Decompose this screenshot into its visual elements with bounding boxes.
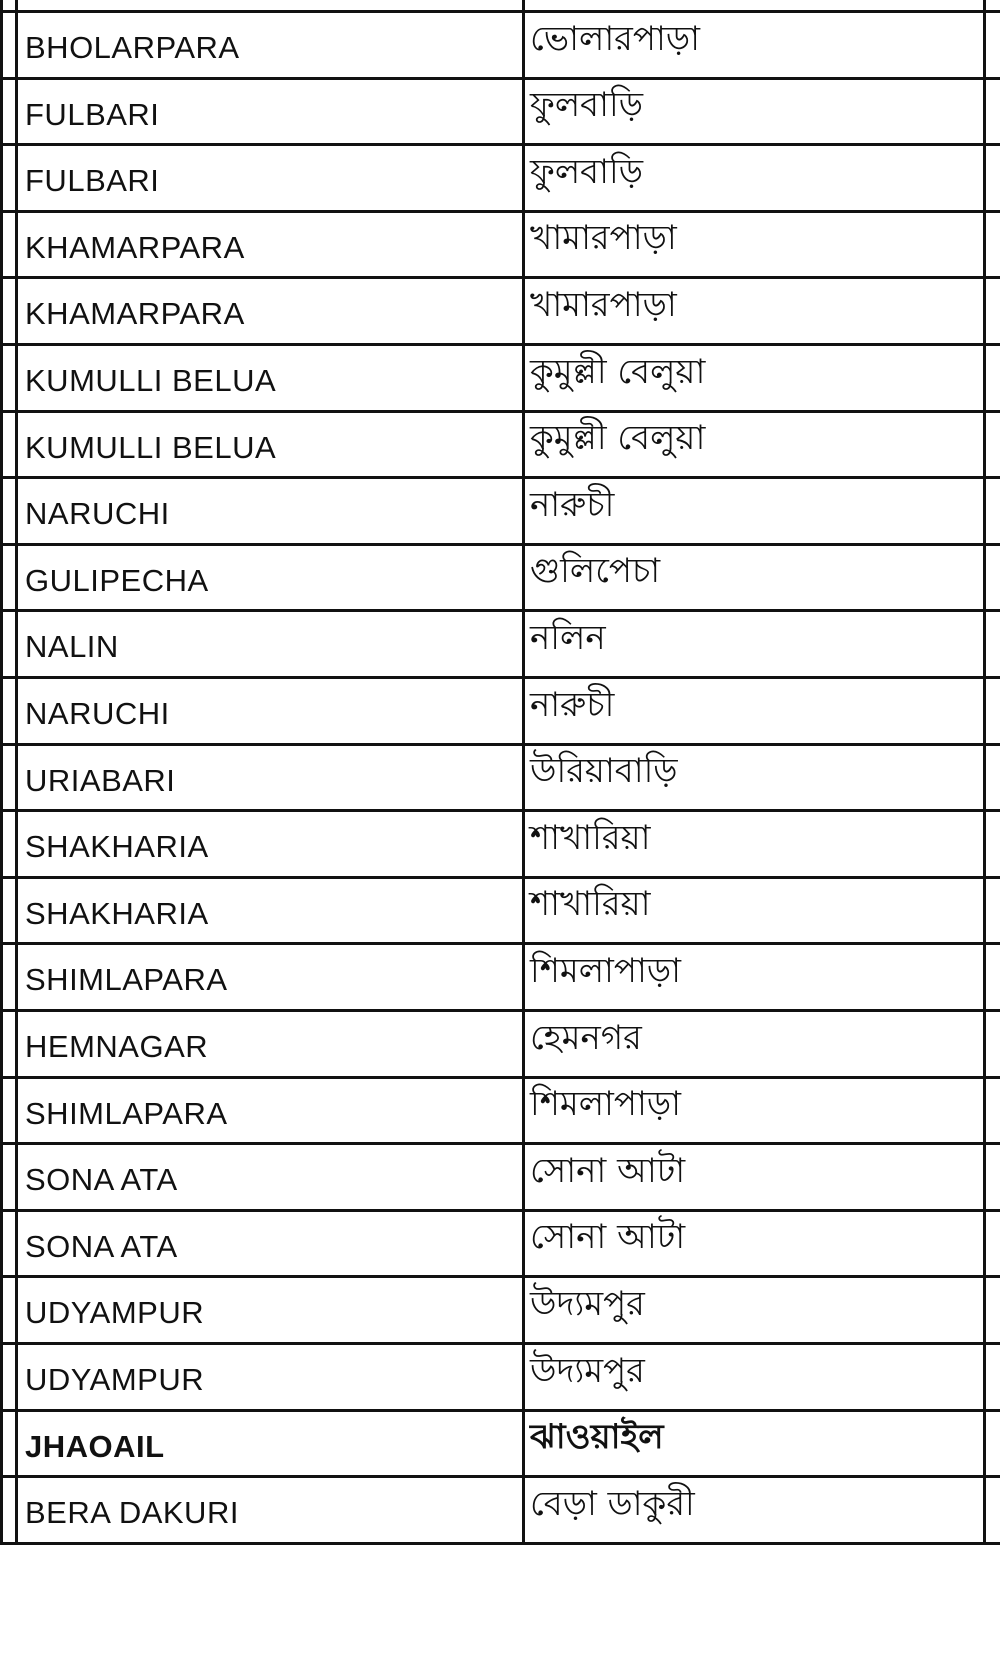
table-row: [0, 609, 1000, 676]
bengali-name-cell: খামারপাড়া: [530, 284, 677, 325]
table-row: [0, 809, 1000, 876]
english-name-cell: SHIMLAPARA: [25, 1095, 228, 1131]
english-name-cell: GULIPECHA: [25, 562, 209, 598]
table-row: [0, 1409, 1000, 1476]
bengali-name-cell: বেড়া ডাকুরী: [530, 1483, 695, 1524]
bengali-name-cell: নারুচী: [530, 484, 615, 525]
english-name-cell: FULBARI: [25, 163, 160, 199]
english-name-cell: SONA ATA: [25, 1162, 178, 1198]
bengali-name-cell: শিমলাপাড়া: [530, 1084, 681, 1125]
bengali-name-cell: ঝাওয়াইল: [530, 1417, 664, 1458]
bengali-name-cell: উদ্যমপুর: [530, 1283, 645, 1324]
english-name-cell: FULBARI: [25, 96, 160, 132]
bengali-name-cell: কুমুল্লী বেলুয়া: [530, 418, 706, 459]
english-name-cell: URIABARI: [25, 762, 176, 798]
english-name-cell: HEMNAGAR: [25, 1029, 209, 1064]
bengali-name-cell: ফুলবাড়ি: [530, 151, 643, 192]
table-row: [0, 210, 1000, 277]
english-name-cell: UDYAMPUR: [25, 1295, 205, 1331]
english-name-cell: KUMULLI BELUA: [25, 363, 277, 398]
table-row: [0, 77, 1000, 144]
english-name-cell: BERA DAKURI: [25, 1495, 239, 1531]
bengali-name-cell: শাখারিয়া: [530, 817, 651, 858]
english-name-cell: KUMULLI BELUA: [25, 429, 277, 465]
table-row: [0, 143, 1000, 210]
english-name-cell: NARUCHI: [25, 696, 170, 731]
table-row: [0, 476, 1000, 543]
bengali-name-cell: সোনা আটা: [530, 1150, 686, 1191]
english-name-cell: KHAMARPARA: [25, 229, 245, 265]
table-row: [0, 1275, 1000, 1342]
bengali-name-cell: নারুচী: [530, 684, 615, 725]
table-row: [0, 1076, 1000, 1143]
english-name-cell: SHAKHARIA: [25, 895, 209, 931]
table-row: [0, 1342, 1000, 1409]
bengali-name-cell: খামারপাড়া: [530, 218, 677, 259]
table-row: [0, 543, 1000, 610]
english-name-cell: KHAMARPARA: [25, 296, 245, 332]
table-row: [0, 942, 1000, 1009]
table-row: [0, 410, 1000, 477]
english-name-cell: SHAKHARIA: [25, 829, 209, 865]
bengali-name-cell: কুমুল্লী বেলুয়া: [530, 351, 706, 392]
english-name-cell: NARUCHI: [25, 496, 170, 532]
bengali-name-cell: সোনা আটা: [530, 1217, 686, 1258]
bengali-name-cell: হেমনগর: [530, 1017, 642, 1058]
english-name-cell: SONA ATA: [25, 1228, 178, 1264]
bengali-name-cell: ফুলবাড়ি: [530, 85, 643, 126]
table-row: [0, 276, 1000, 343]
bengali-name-cell: নলিন: [530, 617, 606, 658]
bengali-name-cell: উরিয়াবাড়ি: [530, 751, 678, 792]
english-name-cell: UDYAMPUR: [25, 1362, 205, 1397]
table-row: [0, 10, 1000, 77]
table-row: [0, 743, 1000, 810]
bengali-name-cell: শাখারিয়া: [530, 884, 651, 925]
table-row: [0, 1142, 1000, 1209]
english-name-cell: SHIMLAPARA: [25, 962, 228, 998]
table-row: [0, 1009, 1000, 1076]
table-row: [0, 876, 1000, 943]
table-row: [0, 343, 1000, 410]
english-name-cell: JHAOAIL: [25, 1428, 165, 1464]
table-row: [0, 676, 1000, 743]
table-row: [0, 1475, 1000, 1545]
bengali-name-cell: গুলিপেচা: [530, 551, 661, 592]
english-name-cell: NALIN: [25, 629, 119, 665]
bengali-name-cell: ভোলারপাড়া: [530, 18, 700, 59]
table-row: [0, 1209, 1000, 1276]
english-name-cell: BHOLARPARA: [25, 30, 240, 65]
bengali-name-cell: উদ্যমপুর: [530, 1350, 645, 1391]
bengali-name-cell: শিমলাপাড়া: [530, 950, 681, 991]
